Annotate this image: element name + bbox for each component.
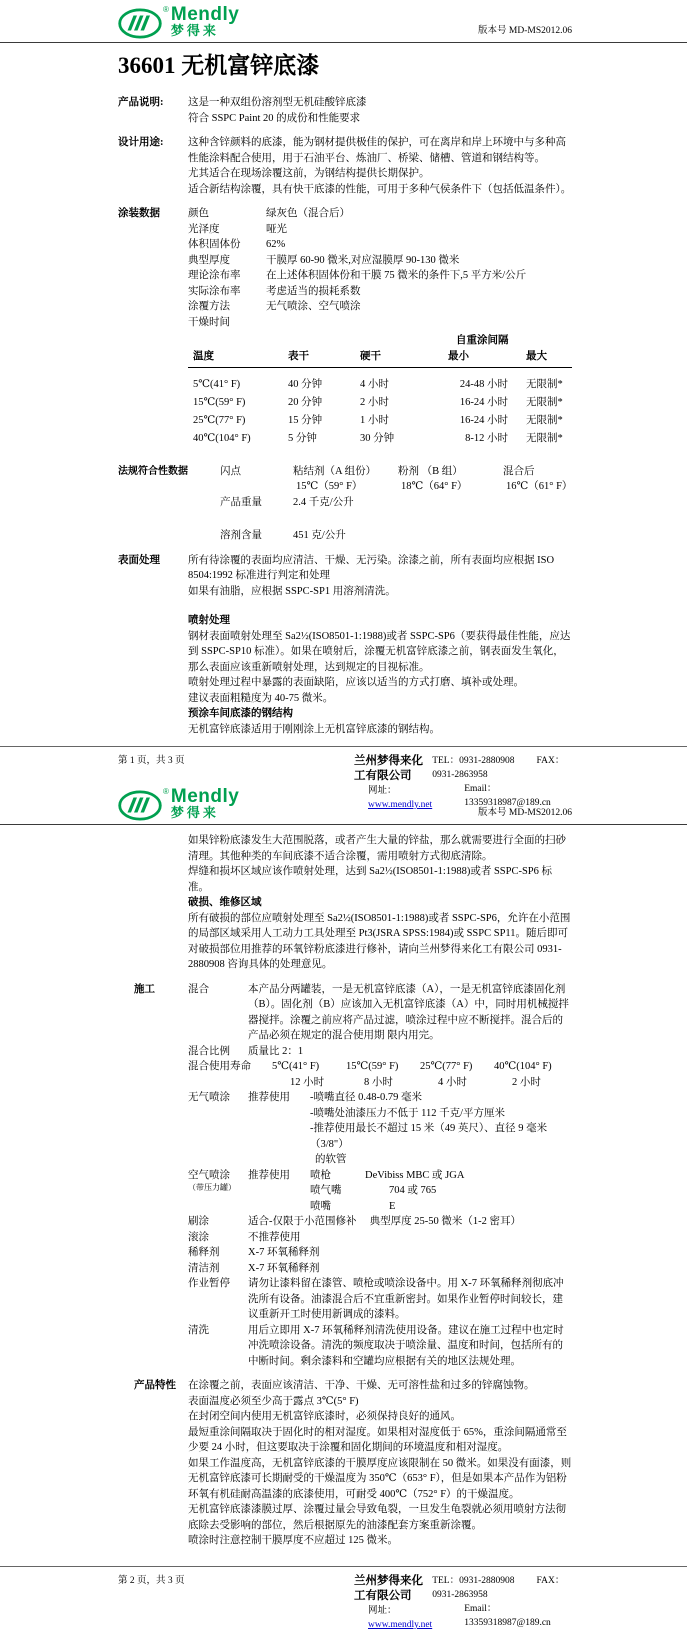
equipment-row xyxy=(310,1168,572,1184)
cell: 16-24 小时 xyxy=(459,397,508,408)
mendly-logo xyxy=(118,788,239,821)
tel-fax-line xyxy=(432,1574,572,1602)
cell: 40℃(104° F) xyxy=(193,433,251,444)
air-spray-title: 空气喷涂 xyxy=(188,1169,230,1181)
mix-ratio-label: 混合比例 xyxy=(188,1045,230,1057)
airless-items xyxy=(310,1090,572,1168)
coating-row xyxy=(188,222,572,238)
equipment-key: 喷气嘴 xyxy=(310,1185,342,1196)
tel-fax-line xyxy=(432,754,572,782)
mendly-logo xyxy=(118,6,239,39)
coating-row xyxy=(188,268,572,284)
registered-trademark: ® xyxy=(163,787,169,796)
coating-key: 涂覆方法 xyxy=(188,301,230,312)
table-row xyxy=(188,368,572,393)
coating-value xyxy=(266,315,572,331)
section-label: 产品说明: xyxy=(118,97,164,108)
table-row xyxy=(188,411,572,429)
coating-row xyxy=(188,253,572,269)
section-design-use xyxy=(118,135,572,197)
coating-key: 典型厚度 xyxy=(188,254,230,266)
mix-ratio-value: 质量比 2：1 xyxy=(248,1045,304,1057)
cell: 25℃(77° F) xyxy=(193,415,246,426)
component-a-label: 粘结剂（A 组份） xyxy=(293,465,377,477)
roller-value: 不推荐使用 xyxy=(248,1231,301,1243)
roller-row xyxy=(188,1230,572,1246)
col-header-max: 最大 xyxy=(526,350,547,362)
website-link[interactable]: www.mendly.net xyxy=(368,1620,433,1630)
page-1 xyxy=(0,0,687,810)
coating-value: 62% xyxy=(266,239,286,250)
coating-row xyxy=(188,237,572,253)
coating-key: 体积固体份 xyxy=(188,239,241,250)
company-name: 兰州梦得来化工有限公司 xyxy=(354,755,423,782)
flash-temp-a: 15℃（59° F） xyxy=(296,481,363,492)
product-description-line: 符合 SSPC Paint 20 的成份和性能要求 xyxy=(188,112,361,124)
coating-value: 无气喷涂、空气喷涂 xyxy=(266,301,361,312)
pot-temp: 25℃(77° F) xyxy=(420,1061,473,1072)
page-2 xyxy=(0,782,687,1638)
section-regulatory-data xyxy=(118,464,572,544)
cell: 16-24 小时 xyxy=(459,415,508,426)
section-application xyxy=(118,982,572,1370)
coating-value: 考虑适当的损耗系数 xyxy=(266,285,361,297)
document-title: 36601 无机富锌底漆 xyxy=(118,53,320,78)
design-use-text: 这种含锌颜料的底漆，能为钢材提供极佳的保护，可在离岸和岸上环境中与多种高性能涂料配合使用，用于石油平台、炼油厂、桥梁、储槽、管道和钢结构等。 xyxy=(188,137,566,164)
solvent-value: 451 克/公升 xyxy=(293,530,346,541)
cell: 无限制* xyxy=(526,379,563,390)
coating-key: 干燥时间 xyxy=(188,316,230,328)
surface-paragraph: 所有待涂覆的表面均应清洁、干燥、无污染。涂漆之前，所有表面均应根据 ISO 8504:1992 标准进行判定和处理 xyxy=(188,554,555,581)
flash-point-grid xyxy=(220,464,572,495)
col-header-temp: 温度 xyxy=(193,350,214,362)
equipment-key: 喷嘴 xyxy=(310,1200,331,1212)
weight-value: 2.4 千克/公升 xyxy=(293,496,354,508)
surface-paragraph: 无机富锌底漆适用于刚刚涂上无机富锌底漆的钢结构。 xyxy=(188,723,440,735)
fax-number: FAX：0931-2863958 xyxy=(432,756,565,780)
coating-key: 光泽度 xyxy=(188,223,220,235)
cleanup-row xyxy=(188,1323,572,1370)
feature-paragraph: 无机富锌底漆漆膜过厚、涂覆过量会导致龟裂，一旦发生龟裂就必须用喷射方法彻底除去受影响的部位，然后根据原先的油漆配套方案重新涂覆。 xyxy=(188,1504,566,1531)
email-line: Email：13359318987@189.cn xyxy=(464,784,551,808)
cell: 40 分钟 xyxy=(288,379,323,390)
website-label: 网址： xyxy=(368,1606,397,1616)
component-b-label: 粉剂 （B 组） xyxy=(398,465,463,477)
product-description-line: 这是一种双组份溶剂型无机硅酸锌底漆 xyxy=(188,97,367,108)
cell: 8-12 小时 xyxy=(465,433,508,444)
col-header-touch-dry: 表干 xyxy=(288,350,309,362)
logo-text xyxy=(171,6,239,38)
page1-header xyxy=(0,0,687,42)
drying-time-table xyxy=(188,333,572,447)
airless-item: -喷嘴直径 0.48-0.79 毫米 xyxy=(310,1092,422,1103)
page2-footer xyxy=(0,1567,687,1638)
section-surface-continued xyxy=(118,833,572,973)
pot-life-label: 混合使用寿命 xyxy=(188,1061,251,1072)
work-pause-label: 作业暂停 xyxy=(188,1278,230,1289)
cell: 5 分钟 xyxy=(288,433,317,444)
coating-key: 理论涂布率 xyxy=(188,270,241,281)
tel-number: TEL：0931-2880908 xyxy=(432,756,515,766)
pot-temp: 5℃(41° F) xyxy=(272,1061,320,1072)
roller-label: 滚涂 xyxy=(188,1231,209,1243)
coating-row xyxy=(188,299,572,315)
brush-row xyxy=(188,1214,572,1230)
mendly-logo-icon xyxy=(118,790,162,821)
page2-header xyxy=(0,782,687,824)
thinner-value: X-7 环氧稀释剂 xyxy=(248,1247,320,1258)
section-product-description xyxy=(118,95,572,126)
footer-company-block xyxy=(290,1574,432,1632)
air-spray-row xyxy=(188,1168,572,1215)
equipment-row xyxy=(310,1199,572,1215)
logo-text-en: Mendly xyxy=(170,786,240,807)
brush-label: 刷涂 xyxy=(188,1216,209,1227)
cell: 无限制* xyxy=(526,397,563,408)
surface-paragraph: 建议表面粗糙度为 40-75 微米。 xyxy=(188,692,334,704)
section-label: 表面处理 xyxy=(118,554,160,566)
product-weight-row xyxy=(220,495,572,511)
pot-life-row xyxy=(188,1059,572,1090)
brush-value: 适合-仅限于小范围修补 典型厚度 25-50 微米（1-2 密耳） xyxy=(248,1216,521,1227)
airless-spray-label: 无气喷涂 xyxy=(188,1092,230,1103)
equipment-value: 704 或 765 xyxy=(389,1185,437,1196)
thinner-row xyxy=(188,1245,572,1261)
air-equipment xyxy=(310,1168,572,1215)
recoat-interval-group-header xyxy=(188,333,572,349)
table-header-row xyxy=(188,349,572,369)
pot-life-table xyxy=(266,1059,572,1090)
pot-temp: 40℃(104° F) xyxy=(494,1061,552,1072)
airless-item: -推荐使用最长不超过 15 米（49 英尺）、直径 9 毫米（3/8"） xyxy=(310,1123,548,1150)
col-header-min: 最小 xyxy=(448,350,469,362)
equipment-key: 喷枪 xyxy=(310,1169,331,1181)
feature-paragraph: 表面温度必须至少高于露点 3℃(5° F) xyxy=(188,1395,359,1407)
section-label: 涂装数据 xyxy=(118,208,160,219)
coating-row xyxy=(188,284,572,300)
pot-hours: 12 小时 xyxy=(290,1076,325,1088)
col-header-hard-dry: 硬干 xyxy=(360,350,381,362)
weight-label: 产品重量 xyxy=(220,496,262,508)
surface-paragraph: 喷射处理过程中暴露的表面缺陷，应该以适当的方式打磨、填补或处理。 xyxy=(188,677,524,688)
recommended-label: 推荐使用 xyxy=(248,1169,290,1181)
design-use-text: 尤其适合在现场涂覆这前，为钢结构提供长期保护。 xyxy=(188,168,430,179)
cell: 无限制* xyxy=(526,415,563,426)
flash-temp-b: 18℃（64° F） xyxy=(401,481,468,492)
airless-item: -喷嘴处油漆压力不低于 112 千克/平方厘米 xyxy=(310,1107,506,1119)
page1-body xyxy=(0,43,687,746)
logo-text-zh: 梦得来 xyxy=(170,805,219,820)
mixing-row xyxy=(188,982,572,1044)
website-link[interactable]: www.mendly.net xyxy=(368,800,433,810)
website-line xyxy=(354,1604,432,1632)
section-coating-data xyxy=(118,206,572,447)
flash-temp-mixed: 16℃（61° F） xyxy=(506,481,573,492)
section-label xyxy=(118,833,188,973)
cell: 无限制* xyxy=(526,433,563,444)
version-label: 版本号 MD-MS2012.06 xyxy=(478,808,572,818)
fax-number: FAX：0931-2863958 xyxy=(432,1576,565,1600)
cell: 30 分钟 xyxy=(360,433,395,444)
cell: 4 小时 xyxy=(360,379,389,390)
coating-value: 绿灰色（混合后） xyxy=(266,208,350,219)
design-use-text: 适合新结构涂覆，具有快干底漆的性能，可用于多种气侯条件下（包括低温条件）。 xyxy=(188,183,572,195)
page-number: 第 2 页，共 3 页 xyxy=(118,1576,185,1586)
pressure-pot-note: （带压力罐） xyxy=(188,1183,236,1192)
footer-contact-block xyxy=(432,1574,572,1632)
mixed-label: 混合后 xyxy=(503,465,535,477)
cell: 20 分钟 xyxy=(288,397,323,408)
flash-point-label: 闪点 xyxy=(220,465,241,477)
logo-text-zh: 梦得来 xyxy=(170,23,219,38)
tel-number: TEL：0931-2880908 xyxy=(432,1576,515,1586)
cleanup-text: 用后立即用 X-7 环氧稀释剂清洗使用设备。建议在施工过程中也定时冲洗喷涂设备。清洗的频度取决于喷涂量、温度和时间，包括所有的中断时间。剩余漆料和空罐均应根据有关的地区法规处理。 xyxy=(248,1324,564,1367)
email-line: Email：13359318987@189.cn xyxy=(464,1604,551,1628)
shop-primed-steel-heading: 预涂车间底漆的钢结构 xyxy=(188,708,293,719)
recommended-label: 推荐使用 xyxy=(248,1092,290,1103)
section-label: 设计用途: xyxy=(118,137,164,148)
equipment-value: DeVibiss MBC 或 JGA xyxy=(365,1169,465,1181)
recoat-interval-label: 自重涂间隔 xyxy=(456,335,509,346)
coating-row xyxy=(188,206,572,222)
coating-key: 颜色 xyxy=(188,208,209,219)
cell: 15℃(59° F) xyxy=(193,397,246,408)
pot-hours: 8 小时 xyxy=(364,1076,393,1088)
table-body xyxy=(188,368,572,447)
surface-paragraph: 如果有油脂，应根据 SSPC-SP1 用溶剂清洗。 xyxy=(188,585,396,597)
feature-paragraph: 最短重涂间隔取决于固化时的相对湿度。如果相对湿度低于 65%，重涂间隔通常至少要 24 小时，但这要取决于涂覆和固化期间的环境温度和相对湿度。 xyxy=(188,1426,567,1453)
logo-text-en: Mendly xyxy=(170,4,240,25)
pot-hours: 4 小时 xyxy=(438,1076,467,1088)
table-row xyxy=(188,429,572,447)
mix-ratio-row xyxy=(188,1044,572,1060)
surface-paragraph: 所有破损的部位应喷射处理至 Sa2½(ISO8501-1:1988)或者 SSPC-SP6，允许在小范围的局部区域采用人工动力工具处理至 Pt3(JSRA SPSS:1984)或 SSPC SP11。随后即可对破损部位用推荐的环氧锌粉底漆进行修补，请向兰州梦得来化工有限公司 0931-2880908 咨询具体的处理意见。 xyxy=(188,912,571,970)
page2-body xyxy=(0,825,687,1558)
website-label: 网址： xyxy=(368,786,397,796)
solvent-content-row xyxy=(220,528,572,544)
pot-temp: 15℃(59° F) xyxy=(346,1061,399,1072)
airless-item: 的软管 xyxy=(315,1154,347,1165)
section-label: 施工 xyxy=(134,983,155,995)
equipment-row xyxy=(310,1183,572,1199)
cleaner-value: X-7 环氧稀释剂 xyxy=(248,1262,320,1274)
damage-repair-heading: 破损、维修区域 xyxy=(188,897,262,908)
cleaner-label: 清洁剂 xyxy=(188,1262,220,1274)
cell: 1 小时 xyxy=(360,415,389,426)
section-product-features xyxy=(118,1378,572,1549)
version-label: 版本号 MD-MS2012.06 xyxy=(478,26,572,36)
work-pause-row xyxy=(188,1276,572,1323)
air-spray-label xyxy=(188,1168,248,1215)
feature-paragraph: 如果工作温度高，无机富锌底漆的干膜厚度应该限制在 50 微米。如果没有面漆，则无机富锌底漆可长期耐受的干燥温度为 350℃（653° F），但是如果本产品作为铝粉环氧有机硅耐高温漆的底漆使用，可耐受 400℃（752° F）的干燥温度。 xyxy=(188,1457,572,1500)
coating-row xyxy=(188,315,572,331)
cell: 5℃(41° F) xyxy=(193,379,241,390)
logo-text xyxy=(171,788,239,820)
surface-paragraph: 如果锌粉底漆发生大范围脱落，或者产生大量的锌盐，那么就需要进行全面的扫砂清理。其他种类的车间底漆不适合涂覆，需用喷射方式彻底清除。 xyxy=(188,835,566,862)
section-label: 法规符合性数据 xyxy=(118,465,188,477)
mendly-logo-icon xyxy=(118,8,162,39)
solvent-label: 溶剂含量 xyxy=(220,530,262,541)
surface-paragraph: 钢材表面喷射处理至 Sa2½(ISO8501-1:1988)或者 SSPC-SP6（要获得最佳性能，应达到 SSPC-SP10 标准）。如果在喷射后，涂覆无机富锌底漆之前，钢表面发生氧化，那么表面应该重新喷射处理，达到规定的目视标准。 xyxy=(188,630,571,673)
page-number: 第 1 页，共 3 页 xyxy=(118,756,185,766)
table-row xyxy=(188,393,572,411)
feature-paragraph: 在涂覆之前，表面应该清洁、干净、干燥、无可溶性盐和过多的锌腐蚀物。 xyxy=(188,1380,535,1391)
coating-key: 实际涂布率 xyxy=(188,285,241,297)
surface-paragraph: 焊缝和损坏区域应该作喷射处理，达到 Sa2½(ISO8501-1:1988)或者 SSPC-SP6 标准。 xyxy=(188,866,553,893)
company-name: 兰州梦得来化工有限公司 xyxy=(354,1575,423,1602)
thinner-label: 稀释剂 xyxy=(188,1247,220,1258)
section-surface-treatment xyxy=(118,553,572,738)
cell: 2 小时 xyxy=(360,397,389,408)
registered-trademark: ® xyxy=(163,5,169,14)
feature-paragraph: 在封闭空间内使用无机富锌底漆时，必须保持良好的通风。 xyxy=(188,1411,461,1422)
blast-cleaning-heading: 喷射处理 xyxy=(188,615,230,626)
cell: 15 分钟 xyxy=(288,415,323,426)
mixing-text: 本产品分两罐装，一是无机富锌底漆（A），一是无机富锌底漆固化剂（B）。固化剂（B）应该加入无机富锌底漆（A）中，同时用机械搅拌器搅拌。涂覆之前应将产品过滤，喷涂过程中应不断搅拌。混合后的产品必须在规定的混合使用期 限内用完。 xyxy=(248,983,569,1041)
cleaner-row xyxy=(188,1261,572,1277)
coating-value: 干膜厚 60-90 微米,对应湿膜厚 90-130 微米 xyxy=(266,254,460,266)
work-pause-text: 请勿让漆料留在漆管、喷枪或喷涂设备中。用 X-7 环氧稀释剂彻底冲洗所有设备。油漆混合后不宜重新密封。如果作业暂停时间较长，建议重新开工时使用新调成的漆料。 xyxy=(248,1278,564,1320)
cell: 24-48 小时 xyxy=(459,379,508,390)
cleanup-label: 清洗 xyxy=(188,1324,209,1336)
airless-spray-row xyxy=(188,1090,572,1168)
mixing-label: 混合 xyxy=(188,983,209,995)
coating-value: 在上述体积固体份和干膜 75 微米的条件下,5 平方米/公斤 xyxy=(266,270,527,281)
feature-paragraph: 喷涂时注意控制干膜厚度不应超过 125 微米。 xyxy=(188,1535,398,1546)
section-label: 产品特性 xyxy=(134,1380,176,1391)
equipment-value: E xyxy=(389,1200,396,1212)
coating-value: 哑光 xyxy=(266,223,287,235)
pot-hours: 2 小时 xyxy=(512,1076,541,1088)
